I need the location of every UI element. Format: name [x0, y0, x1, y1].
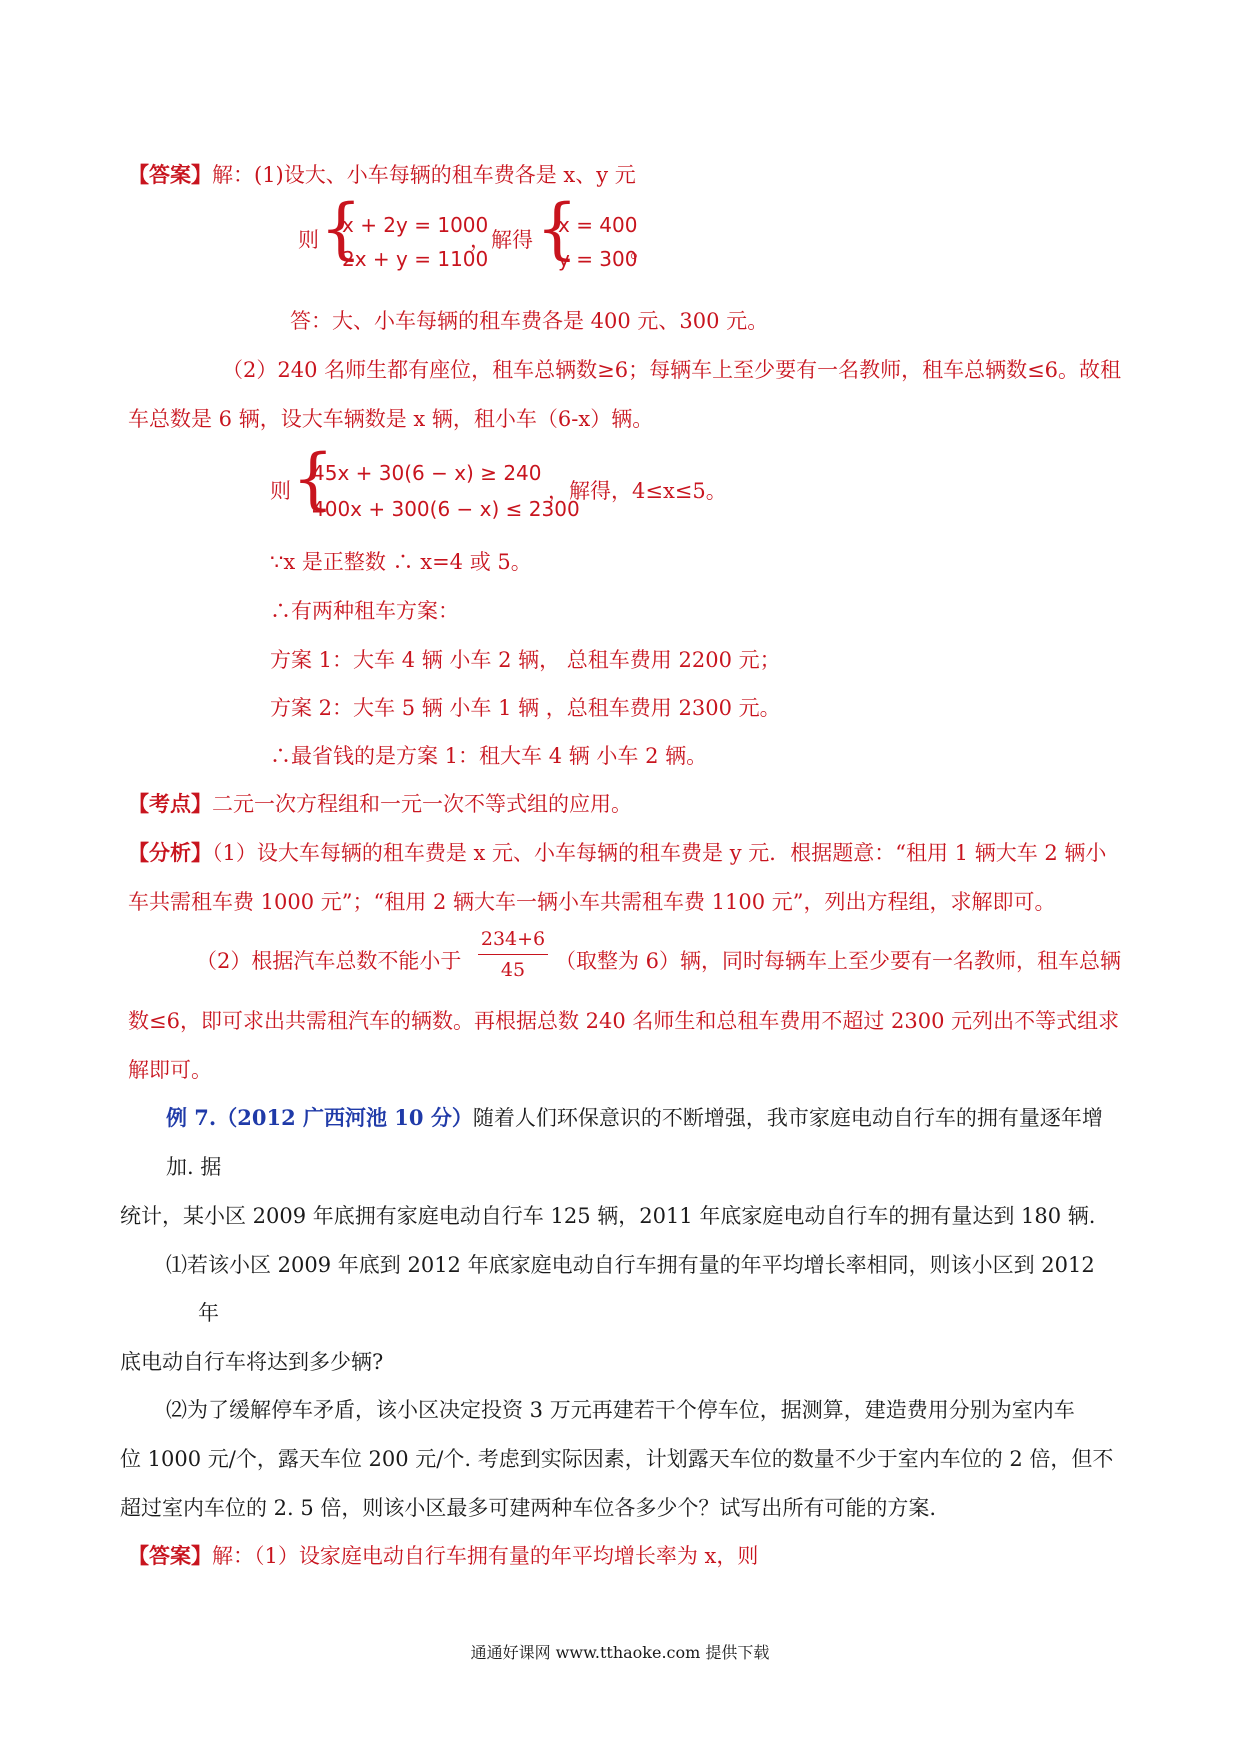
kaodian-tag: 【考点】 — [128, 791, 212, 816]
example-7-line-3: 统计，某小区 2009 年底拥有家庭电动自行车 125 辆，2011 年底家庭电动自行车的拥有量达到 180 辆. — [120, 1204, 1096, 1228]
ineq-then: 则 — [270, 479, 291, 503]
question-2-line-3: 超过室内车位的 2. 5 倍，则该小区最多可建两种车位各多少个？试写出所有可能的方案. — [120, 1496, 937, 1520]
answer-tag: 【答案】 — [128, 162, 212, 187]
answer2-tag: 【答案】 — [128, 1543, 212, 1568]
equation-1a: x + 2y = 1000 — [342, 213, 489, 237]
solution-a: x = 400 — [558, 213, 638, 237]
question-1-line-3: 底电动自行车将达到多少辆? — [120, 1350, 384, 1374]
fraction-bar — [478, 954, 548, 955]
step-integer: ∵x 是正整数 ∴ x=4 或 5。 — [270, 550, 532, 574]
plan-1: 方案 1：大车 4 辆 小车 2 辆， 总租车费用 2200 元； — [270, 648, 781, 672]
brace-left-1: { — [320, 190, 362, 267]
kaodian-text: 二元一次方程组和一元一次不等式组的应用。 — [212, 792, 632, 816]
fenxi-text-1: （1）设大车每辆的租车费是 x 元、小车每辆的租车费是 y 元．根据题意：“租用 1 辆大车 2 辆小 — [212, 841, 1107, 865]
page-footer: 通通好课网 www.tthaoke.com 提供下载 — [470, 1643, 770, 1662]
answer-line-1 — [128, 160, 636, 190]
part2-line-1: （2）240 名师生都有座位，租车总辆数≥6；每辆车上至少要有一名教师，租车总辆数≤6。故租 — [222, 358, 1122, 382]
answer2-line — [128, 1541, 758, 1571]
fenxi-line-2: 车共需租车费 1000 元”；“租用 2 辆大车一辆小车共需租车费 1100 元”，列出方程组，求解即可。 — [128, 890, 1056, 914]
part2-line-2: 车总数是 6 辆，设大车辆数是 x 辆，租小车（6-x）辆。 — [128, 407, 654, 431]
fenxi-line-5: 解即可。 — [128, 1058, 212, 1082]
plan-2: 方案 2：大车 5 辆 小车 1 辆 ，总租车费用 2300 元。 — [270, 696, 781, 720]
fenxi-tag: 【分析】 — [128, 840, 212, 865]
step-two-plans: ∴有两种租车方案： — [270, 599, 459, 623]
question-2-line-1: ⑵为了缓解停车矛盾，该小区决定投资 3 万元再建若干个停车位，据测算，建造费用分别为室内车 — [166, 1398, 1075, 1422]
fenxi-line-1 — [128, 838, 1106, 868]
inequality-a: 45x + 30(6 − x) ≥ 240 — [312, 461, 542, 485]
cheapest-plan: ∴最省钱的是方案 1：租大车 4 辆 小车 2 辆。 — [270, 744, 708, 768]
example-7-label: 例 7.（2012 广西河池 10 分） — [166, 1105, 473, 1130]
solution-period: 。 — [630, 238, 651, 262]
brace-left-2: { — [536, 190, 578, 267]
brace-left-3: { — [292, 440, 334, 517]
kaodian-line — [128, 789, 632, 819]
fraction-denominator: 45 — [500, 959, 526, 981]
question-2-line-2: 位 1000 元/个，露天车位 200 元/个. 考虑到实际因素，计划露天车位的数量不少于室内车位的 2 倍，但不 — [120, 1447, 1114, 1471]
system-then: 则 — [298, 228, 319, 252]
question-1-line-1: ⑴若该小区 2009 年底到 2012 年底家庭电动自行车拥有量的年平均增长率相同，则该小区到 2012 — [166, 1253, 1095, 1277]
fenxi-line-4: 数≤6，即可求出共需租汽车的辆数。再根据总数 240 名师生和总租车费用不超过 2300 元列出不等式组求 — [128, 1009, 1120, 1033]
solution-b: y = 300 — [558, 247, 638, 271]
equation-1b: 2x + y = 1100 — [342, 247, 489, 271]
question-1-line-2: 年 — [198, 1301, 219, 1325]
example-7-line-1 — [166, 1103, 1103, 1133]
answer-conclusion: 答：大、小车每辆的租车费各是 400 元、300 元。 — [290, 309, 769, 333]
inequality-result: ，解得，4≤x≤5。 — [548, 479, 727, 503]
inequality-b: 400x + 300(6 − x) ≤ 2300 — [312, 497, 580, 521]
fenxi-line-3a: （2）根据汽车总数不能小于 — [196, 949, 462, 973]
solve-text: ，解得 — [470, 228, 533, 252]
answer2-text: 解：（1）设家庭电动自行车拥有量的年平均增长率为 x，则 — [212, 1544, 759, 1568]
fraction — [478, 926, 548, 983]
example-7-line-2: 加. 据 — [166, 1155, 222, 1179]
example-7-text-1: 随着人们环保意识的不断增强，我市家庭电动自行车的拥有量逐年增 — [472, 1106, 1103, 1130]
fraction-numerator: 234+6 — [480, 928, 546, 950]
answer-intro: 解：(1)设大、小车每辆的租车费各是 x、y 元 — [212, 163, 636, 187]
fenxi-line-3b: （取整为 6）辆，同时每辆车上至少要有一名教师，租车总辆 — [555, 949, 1122, 973]
